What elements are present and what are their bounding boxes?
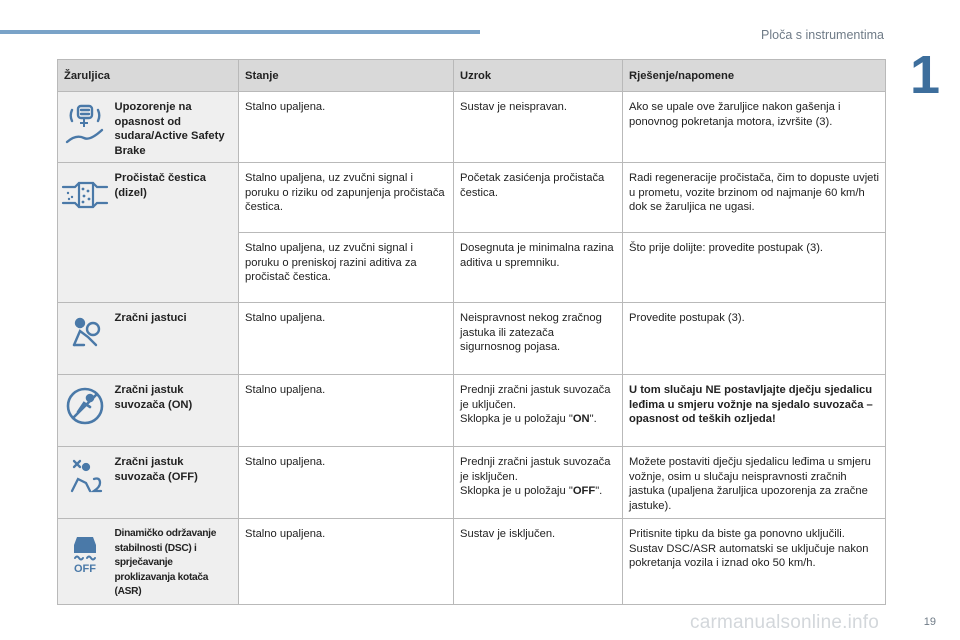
passenger-airbag-off-icon — [60, 453, 110, 503]
icon-cell — [58, 92, 113, 163]
icon-cell — [58, 447, 113, 519]
table-row — [58, 303, 886, 375]
airbag-icon — [60, 309, 110, 359]
off-label: OFF — [74, 563, 97, 575]
lamp-state: Stalno upaljena, uz zvučni signal i poruku o preniskoj razini aditiva za pročistač čestica. — [239, 233, 454, 303]
lamp-solution: Pritisnite tipku da biste ga ponovno uključili. Sustav DSC/ASR automatski se uključuje nakon pokretanja vozila i iznad oko 50 km/h. — [623, 519, 886, 605]
icon-cell — [58, 375, 113, 447]
switch-position: OFF — [572, 485, 596, 497]
lamp-name: Zračni jastuk suvozača (OFF) — [113, 447, 239, 519]
cause-end: ". — [589, 413, 597, 425]
chapter-number: 1 — [909, 45, 940, 105]
icon-cell — [58, 163, 113, 303]
column-header-cause: Uzrok — [454, 60, 623, 92]
passenger-airbag-on-icon — [60, 381, 110, 431]
table-row — [58, 92, 886, 163]
lamp-cause: Početak zasićenja pročistača čestica. — [454, 163, 623, 233]
table-row — [58, 163, 886, 233]
column-header-solution: Rješenje/napomene — [623, 60, 886, 92]
lamp-state: Stalno upaljena. — [239, 303, 454, 375]
collision-warning-icon — [60, 98, 110, 148]
cause-switch-text: Sklopka je u položaju " — [460, 485, 573, 497]
lamp-state: Stalno upaljena. — [239, 519, 454, 605]
particle-filter-icon — [60, 169, 110, 219]
lamp-solution: Što prije dolijte: provedite postupak (3). — [623, 233, 886, 303]
column-header-state: Stanje — [239, 60, 454, 92]
lamp-cause — [454, 447, 623, 519]
lamp-cause: Neispravnost nekog zračnog jastuka ili zatezača sigurnosnog pojasa. — [454, 303, 623, 375]
lamp-name: Zračni jastuci — [113, 303, 239, 375]
lamp-solution: Ako se upale ove žaruljice nakon gašenja i ponovnog pokretanja motora, izvršite (3). — [623, 92, 886, 163]
cause-text: Prednji zračni jastuk suvozača je isključen. — [460, 456, 611, 483]
lamp-cause: Sustav je neispravan. — [454, 92, 623, 163]
table-row — [58, 375, 886, 447]
lamp-cause: Sustav je isključen. — [454, 519, 623, 605]
lamp-name: Zračni jastuk suvozača (ON) — [113, 375, 239, 447]
section-title: Ploča s instrumentima — [761, 28, 884, 42]
lamp-cause: Dosegnuta je minimalna razina aditiva u spremniku. — [454, 233, 623, 303]
column-header-lamp: Žaruljica — [58, 60, 239, 92]
table-row — [58, 519, 886, 605]
cause-switch-text: Sklopka je u položaju " — [460, 413, 573, 425]
dsc-asr-off-icon — [60, 525, 110, 575]
lamp-state: Stalno upaljena. — [239, 92, 454, 163]
cause-text: Prednji zračni jastuk suvozača je uključen. — [460, 384, 611, 411]
table-row — [58, 447, 886, 519]
watermark: carmanualsonline.info — [690, 612, 880, 633]
lamp-name: Pročistač čestica (dizel) — [113, 163, 239, 303]
table-header-row — [58, 60, 886, 92]
lamp-name: Upozorenje na opasnost od sudara/Active Safety Brake — [113, 92, 239, 163]
lamp-solution: U tom slučaju NE postavljajte dječju sjedalicu leđima u smjeru vožnje na sjedalo suvozača – opasnost od teških ozljeda! — [623, 375, 886, 447]
lamp-state: Stalno upaljena, uz zvučni signal i poruku o riziku od zapunjenja pročistača čestica. — [239, 163, 454, 233]
switch-position: ON — [572, 413, 590, 425]
lamp-name: Dinamičko održavanje stabilnosti (DSC) i sprječavanje proklizavanja kotača (ASR) — [113, 519, 239, 605]
lamp-cause — [454, 375, 623, 447]
icon-cell — [58, 519, 113, 605]
warning-lamps-table — [57, 59, 886, 605]
cause-end: ". — [595, 485, 603, 497]
lamp-solution: Provedite postupak (3). — [623, 303, 886, 375]
lamp-solution: Radi regeneracije pročistača, čim to dopuste uvjeti u prometu, vozite brzinom od najmanje 60 km/h dok se žaruljica ne ugasi. — [623, 163, 886, 233]
lamp-state: Stalno upaljena. — [239, 375, 454, 447]
icon-cell — [58, 303, 113, 375]
top-accent-bar — [0, 30, 480, 34]
lamp-state: Stalno upaljena. — [239, 447, 454, 519]
page-number: 19 — [923, 616, 936, 628]
lamp-solution: Možete postaviti dječju sjedalicu leđima u smjeru vožnje, osim u slučaju neispravnosti zračnih jastuka (upaljena žaruljica upozorenja za zračne jastuke). — [623, 447, 886, 519]
